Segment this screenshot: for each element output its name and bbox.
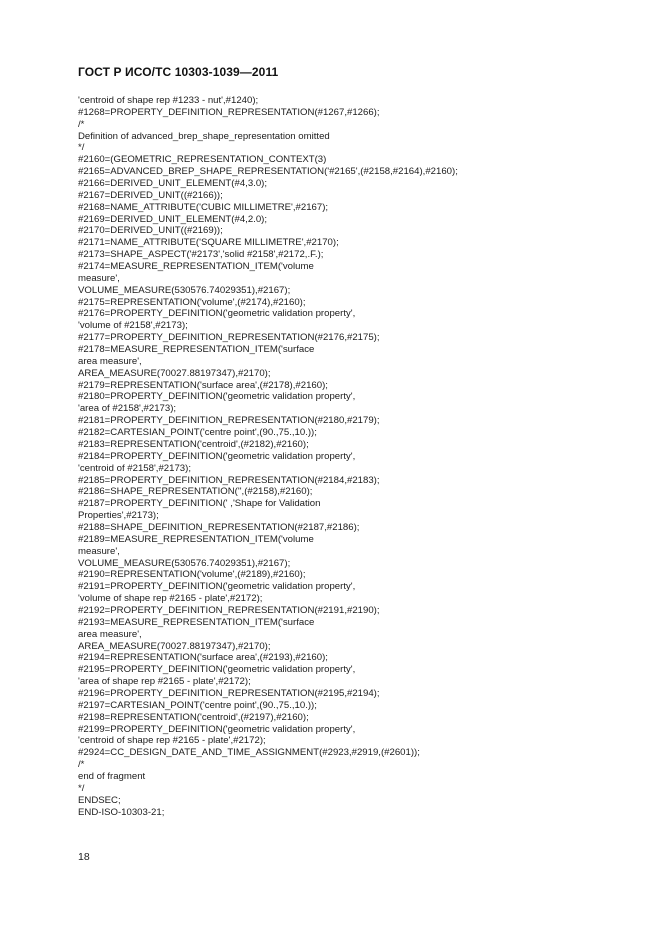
code-line: 'area of #2158',#2173); — [78, 403, 177, 415]
code-line: #2188=SHAPE_DEFINITION_REPRESENTATION(#2187,#2186); — [78, 521, 360, 533]
code-line: #2184=PROPERTY_DEFINITION('geometric validation property', — [78, 450, 356, 462]
page-number: 18 — [78, 851, 90, 863]
code-line: #2194=REPRESENTATION('surface area',(#2193),#2160); — [78, 652, 328, 664]
code-line: AREA_MEASURE(70027.88197347),#2170); — [78, 640, 271, 652]
code-line: /* — [78, 118, 85, 130]
code-line: #2197=CARTESIAN_POINT('centre point',(90.,75.,10.)); — [78, 699, 317, 711]
code-line: #2167=DERIVED_UNIT((#2166)); — [78, 189, 223, 201]
code-line: 'centroid of shape rep #1233 - nut',#1240); — [78, 95, 259, 106]
code-line: #2175=REPRESENTATION('volume',(#2174),#2160); — [78, 296, 306, 308]
code-line: #2183=REPRESENTATION('centroid',(#2182),#2160); — [78, 438, 309, 450]
code-line: #2195=PROPERTY_DEFINITION('geometric validation property', — [78, 664, 356, 676]
code-line: VOLUME_MEASURE(530576.74029351),#2167); — [78, 284, 291, 296]
code-line: #2180=PROPERTY_DEFINITION('geometric validation property', — [78, 391, 356, 403]
code-line: #2165=ADVANCED_BREP_SHAPE_REPRESENTATION('#2165',(#2158,#2164),#2160); — [78, 166, 458, 178]
code-line: VOLUME_MEASURE(530576.74029351),#2167); — [78, 557, 291, 569]
code-listing — [78, 95, 638, 818]
code-line: measure', — [78, 545, 120, 557]
code-line: */ — [78, 782, 85, 794]
code-line: END-ISO-10303-21; — [78, 806, 165, 818]
code-line: measure', — [78, 272, 120, 284]
code-line: /* — [78, 759, 85, 771]
code-line: Definition of advanced_brep_shape_representation omitted — [78, 130, 330, 142]
code-line: #2193=MEASURE_REPRESENTATION_ITEM('surface — [78, 616, 315, 628]
code-line: #2178=MEASURE_REPRESENTATION_ITEM('surface — [78, 344, 315, 356]
code-line: end of fragment — [78, 770, 146, 782]
code-line: ENDSEC; — [78, 794, 121, 806]
document-header-title: ГОСТ Р ИСО/ТС 10303-1039—2011 — [78, 65, 279, 79]
code-line: */ — [78, 142, 85, 154]
code-line: #2173=SHAPE_ASPECT('#2173','solid #2158',#2172,.F.); — [78, 249, 324, 261]
code-line: #2179=REPRESENTATION('surface area',(#2178),#2160); — [78, 379, 328, 391]
code-line: #2177=PROPERTY_DEFINITION_REPRESENTATION(#2176,#2175); — [78, 332, 380, 344]
code-line: 'area of shape rep #2165 - plate',#2172); — [78, 676, 251, 688]
code-line: #2181=PROPERTY_DEFINITION_REPRESENTATION(#2180,#2179); — [78, 415, 380, 427]
code-line: #2924=CC_DESIGN_DATE_AND_TIME_ASSIGNMENT(#2923,#2919,(#2601)); — [78, 747, 420, 759]
code-line: #2171=NAME_ATTRIBUTE('SQUARE MILLIMETRE',#2170); — [78, 237, 339, 249]
code-line: #2198=REPRESENTATION('centroid',(#2197),#2160); — [78, 711, 309, 723]
code-line: #2170=DERIVED_UNIT((#2169)); — [78, 225, 223, 237]
code-line: #2192=PROPERTY_DEFINITION_REPRESENTATION(#2191,#2190); — [78, 604, 380, 616]
code-line: #2186=SHAPE_REPRESENTATION('',(#2158),#2160); — [78, 486, 313, 498]
code-line: #2182=CARTESIAN_POINT('centre point',(90.,75.,10.)); — [78, 427, 317, 439]
code-line: 'centroid of #2158',#2173); — [78, 462, 192, 474]
code-line: 'volume of shape rep #2165 - plate',#2172); — [78, 593, 263, 605]
code-line: AREA_MEASURE(70027.88197347),#2170); — [78, 367, 271, 379]
code-line: Properties',#2173); — [78, 510, 159, 522]
code-line: #2176=PROPERTY_DEFINITION('geometric validation property', — [78, 308, 356, 320]
code-line: #2166=DERIVED_UNIT_ELEMENT(#4,3.0); — [78, 178, 268, 190]
code-line: area measure', — [78, 628, 142, 640]
code-line: #2174=MEASURE_REPRESENTATION_ITEM('volume — [78, 261, 314, 273]
code-line: #2189=MEASURE_REPRESENTATION_ITEM('volume — [78, 533, 314, 545]
code-line: 'centroid of shape rep #2165 - plate',#2172); — [78, 735, 266, 747]
code-line: #2168=NAME_ATTRIBUTE('CUBIC MILLIMETRE',#2167); — [78, 201, 329, 213]
code-line: #2196=PROPERTY_DEFINITION_REPRESENTATION(#2195,#2194); — [78, 687, 380, 699]
code-line: area measure', — [78, 355, 142, 367]
code-line: #2191=PROPERTY_DEFINITION('geometric validation property', — [78, 581, 356, 593]
code-line: #2160=(GEOMETRIC_REPRESENTATION_CONTEXT(3) — [78, 154, 327, 166]
code-line: #2190=REPRESENTATION('volume',(#2189),#2160); — [78, 569, 306, 581]
code-line: #1268=PROPERTY_DEFINITION_REPRESENTATION(#1267,#1266); — [78, 106, 380, 118]
code-line: #2199=PROPERTY_DEFINITION('geometric validation property', — [78, 723, 356, 735]
code-line: #2185=PROPERTY_DEFINITION_REPRESENTATION(#2184,#2183); — [78, 474, 380, 486]
code-line: 'volume of #2158',#2173); — [78, 320, 188, 332]
code-line: #2169=DERIVED_UNIT_ELEMENT(#4,2.0); — [78, 213, 268, 225]
code-line: #2187=PROPERTY_DEFINITION(' ,'Shape for Validation — [78, 498, 321, 510]
